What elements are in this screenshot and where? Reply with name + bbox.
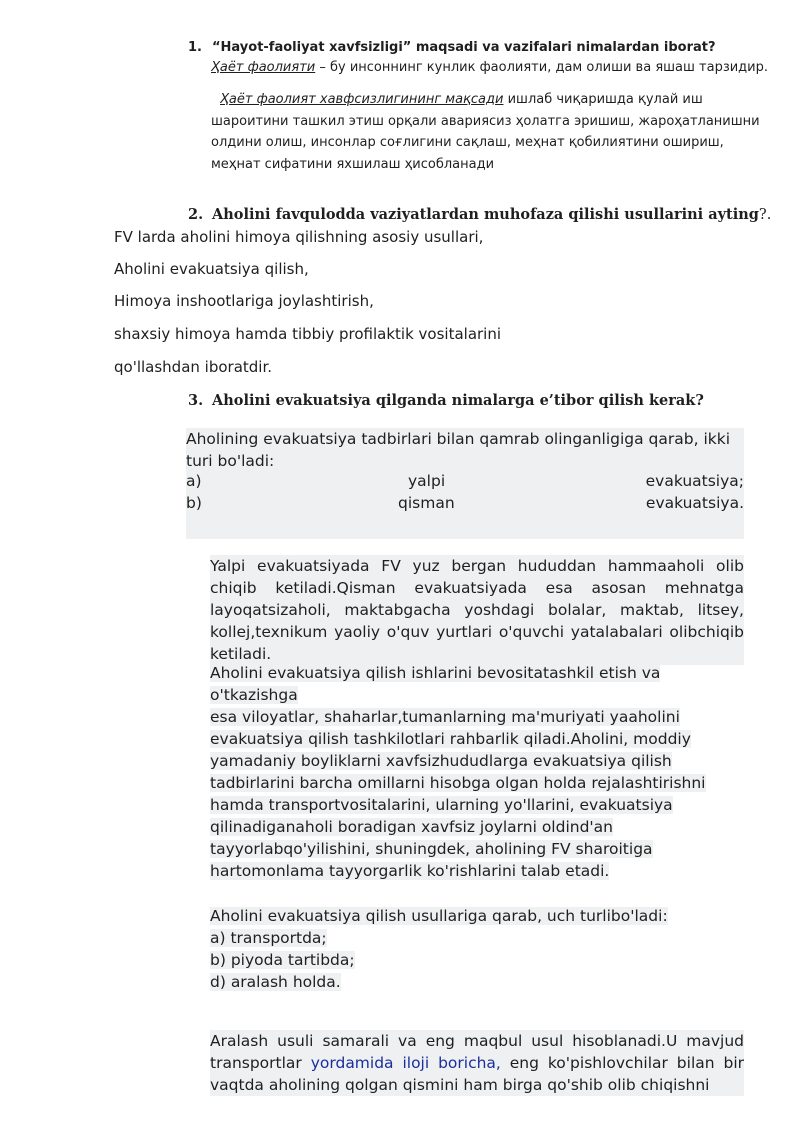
evacuation-option	[186, 472, 744, 494]
q2-heading	[188, 206, 771, 223]
paragraph-line: qilinadiganaholi boradigan xavfsiz joylarni oldind'an	[210, 818, 614, 836]
paragraph-line: yamadaniy boyliklarni xavfsizhududlarga evakuatsiya qilish	[210, 752, 672, 770]
option-letter: a)	[186, 472, 202, 490]
option-word: yalpi	[408, 472, 446, 490]
evacuation-methods-paragraph	[210, 905, 744, 993]
q1-term-life-activity: Ҳаёт фаолияти	[211, 60, 316, 75]
method-item: a) transportda;	[210, 929, 327, 947]
q2-answer-line: Himoya inshootlariga joylashtirish,	[114, 292, 374, 310]
q3-number: 3.	[188, 392, 204, 409]
full-partial-evacuation-paragraph: Yalpi evakuatsiyada FV yuz bergan hududdan hammaaholi olib chiqib ketiladi.Qisman evakuatsiyada esa asosan mehnatga layoqatsizaholi, maktabgacha yoshdagi bolalar, maktab, litsey, kollej,texnikum yaoliy o'quv yurtlari o'quvchi yatalabalari olibchiqib ketiladi.	[210, 557, 744, 663]
paragraph-line: tadbirlarini barcha omillarni hisobga olgan holda rejalashtirishni	[210, 774, 706, 792]
paragraph-line: Aholini evakuatsiya qilish usullariga qarab, uch turlibo'ladi:	[210, 907, 668, 925]
q1-definition-text: – бу инсоннинг кунлик фаолияти, дам олиши ва яшаш тарзидир.	[315, 60, 768, 75]
paragraph-line: hartomonlama tayyorgarlik ko'rishlarini talab etadi.	[210, 862, 610, 880]
evacuation-types-intro: Aholining evakuatsiya tadbirlari bilan qamrab olinganligiga qarab, ikki turi bo'ladi:	[186, 430, 731, 470]
paragraph-line: esa viloyatlar, shaharlar,tumanlarning ma'muriyati yaaholini	[210, 708, 680, 726]
q2-title-tail: ?.	[758, 207, 772, 223]
q1-heading	[188, 40, 716, 55]
method-item: d) aralash holda.	[210, 973, 341, 991]
q3-heading	[188, 392, 704, 409]
mixed-method-paragraph	[210, 1030, 744, 1096]
q1-goal-term: Ҳаёт фаолият хавфсизлигининг мақсади	[220, 92, 504, 107]
q1-definition-line	[211, 60, 768, 75]
q1-title: “Hayot-faoliyat xavfsizligi” maqsadi va vazifalari nimalardan iborat?	[212, 40, 716, 55]
q3-title: Aholini evakuatsiya qilganda nimalarga e’tibor qilish kerak?	[212, 392, 704, 409]
q1-number: 1.	[188, 40, 202, 55]
q2-answer-line: FV larda aholini himoya qilishning asosiy usullari,	[114, 228, 484, 246]
q2-title: Aholini favqulodda vaziyatlardan muhofaza qilishi usullarini ayting	[212, 206, 759, 223]
mixed-method-text-start: Aralash usuli samarali va eng maqbul usul hisoblanadi.U mavjud transportlar	[210, 1032, 744, 1072]
paragraph-line: Aholini evakuatsiya qilish ishlarini bevositatashkil etish va o'tkazishga	[210, 664, 661, 704]
q2-answer-line: shaxsiy himoya hamda tibbiy profilaktik vositalarini	[114, 325, 502, 343]
evacuation-organization-paragraph	[210, 662, 744, 882]
paragraph-line: tayyorlabqo'yilishini, shuningdek, aholining FV sharoitiga	[210, 840, 653, 858]
option-letter: b)	[186, 494, 202, 512]
q1-goal-paragraph	[211, 89, 771, 175]
paragraph-line: evakuatsiya qilish tashkilotlari rahbarlik qiladi.Aholini, moddiy	[210, 730, 691, 748]
option-word: qisman	[398, 494, 455, 512]
q2-number: 2.	[188, 206, 204, 223]
q2-answer-line: Aholini evakuatsiya qilish,	[114, 260, 309, 278]
mixed-method-text-end: eng ko'pishlovchilar bilan bir vaqtda aholining qolgan qismini ham birga qo'shib olib chiqishni	[210, 1054, 744, 1094]
evacuation-types-block	[186, 428, 744, 539]
q2-answer-line: qo'llashdan iboratdir.	[114, 358, 273, 376]
q1-goal-text: ишлаб чиқаришда қулай иш шароитини ташкил этиш орқали авариясиз ҳолатга эришиш, жароҳатланишни олдини олиш, инсонлар соғлигини сақлаш, меҳнат қобилиятини ошириш, меҳнат сифатини яхшилаш ҳисобланади	[211, 92, 760, 172]
method-item: b) piyoda tartibda;	[210, 951, 355, 969]
paragraph-line: hamda transportvositalarini, ularning yo'llarini, evakuatsiya	[210, 796, 673, 814]
option-word: evakuatsiya.	[645, 494, 744, 512]
highlighted-phrase: yordamida iloji boricha,	[310, 1054, 501, 1072]
evacuation-option	[186, 494, 744, 516]
option-word: evakuatsiya;	[645, 472, 744, 490]
